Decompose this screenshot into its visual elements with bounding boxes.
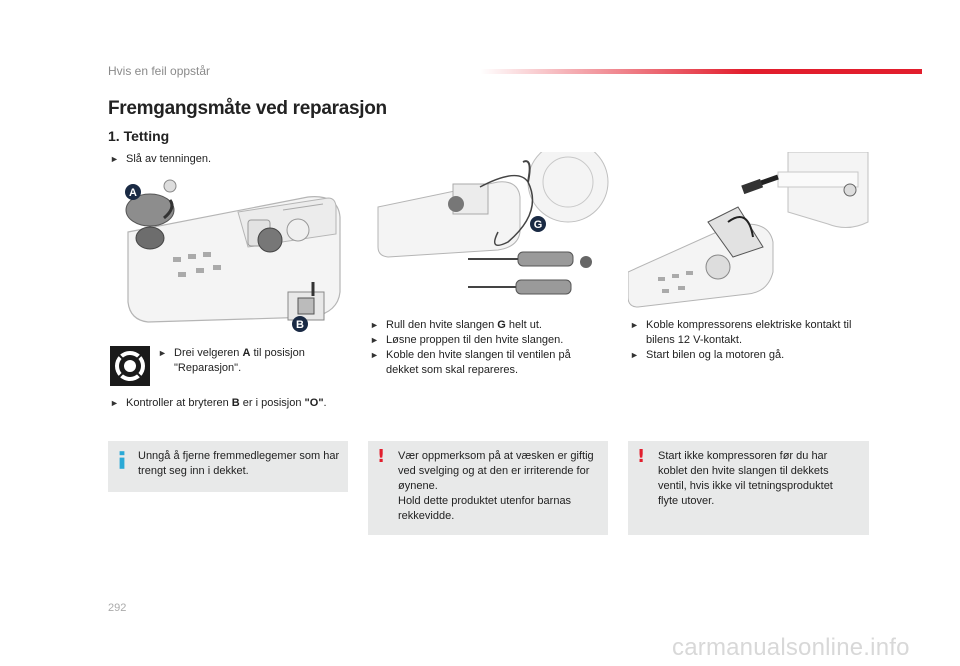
arrow-bullet-icon: ► [630,320,639,330]
warning-note-toxic: ! Vær oppmerksom på at væsken er giftig ved svelging og at den er irriterende for øynene. Hold dette produktet utenfor barnas rekkevidde. [368,441,608,535]
info-note: Unngå å fjerne fremmedlegemer som har trengt seg inn i dekket. [108,441,348,492]
bullet-unroll-hose: ► Rull den hvite slangen G helt ut. [370,319,542,331]
info-icon [118,449,126,471]
figure-label-g: G [533,219,543,231]
bullet-selector-a: ► Drei velgeren A til posisjon "Reparasjon". [158,347,305,374]
page-title: Fremgangsmåte ved reparasjon [108,98,387,119]
arrow-bullet-icon: ► [370,320,379,330]
page-number: 292 [108,602,127,614]
figure-label-a: A [129,187,137,199]
bullet-ignition-off: ► Slå av tenningen. [110,153,212,165]
watermark: carmanualsonline.info [672,634,910,661]
power-socket-illustration [628,152,870,312]
figure-label-b: B [296,319,304,331]
arrow-bullet-icon: ► [370,335,379,345]
tyre-repair-selector-icon [110,346,150,386]
bullet-start-car: ► Start bilen og la motoren gå. [630,349,785,361]
section-title: Hvis en feil oppstår [108,64,211,78]
bullet-switch-b: ► Kontroller at bryteren B er i posisjon "O". [110,397,327,409]
arrow-bullet-icon: ► [158,348,167,358]
header-rule [480,69,922,74]
hose-illustration [368,152,610,310]
arrow-bullet-icon: ► [370,350,379,360]
step-title: 1. Tetting [108,128,170,144]
bullet-connect-12v: ► Koble kompressorens elektriske kontakt til bilens 12 V-kontakt. [630,319,852,346]
bullet-loosen-cap: ► Løsne proppen til den hvite slangen. [370,334,564,346]
warning-icon: ! [377,446,386,467]
col2-bullets [370,318,610,378]
col3-bullets [630,318,870,363]
warning-icon: ! [637,446,646,467]
warning-note-compressor: ! Start ikke kompressoren før du har koblet den hvite slangen til dekkets ventil, hvis ikke vil tetningsproduktet flyte utover. [628,441,869,535]
bullet-connect-valve: ► Koble den hvite slangen til ventilen på dekket som skal repareres. [370,349,571,376]
arrow-bullet-icon: ► [110,154,119,164]
arrow-bullet-icon: ► [110,398,119,408]
compressor-selector-illustration [108,172,348,332]
arrow-bullet-icon: ► [630,350,639,360]
